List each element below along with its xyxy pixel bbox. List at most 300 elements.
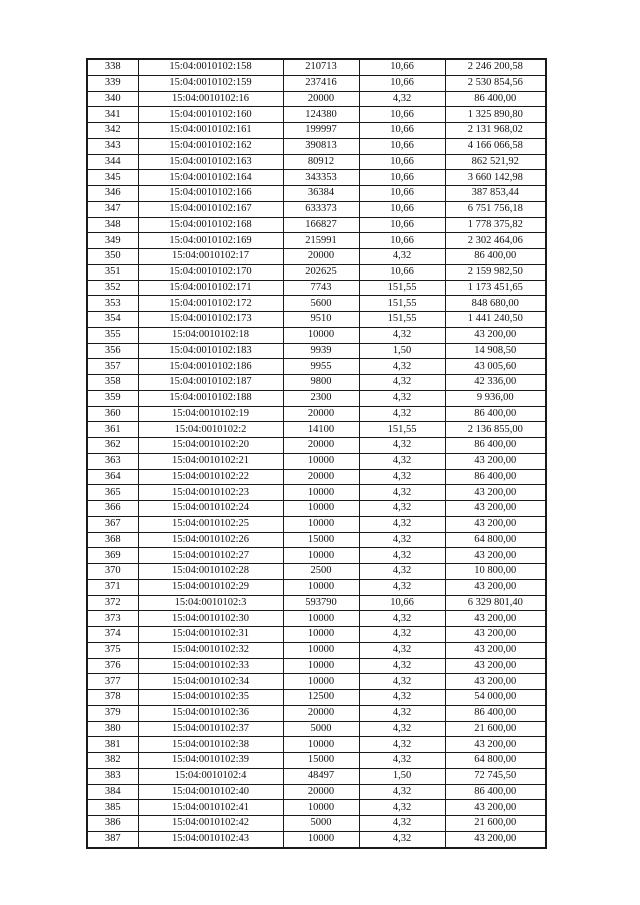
table-row — [87, 406, 546, 422]
value-cell: 86 400,00 — [445, 249, 546, 265]
table-row — [87, 469, 546, 485]
table-row — [87, 753, 546, 769]
value-cell: 86 400,00 — [445, 705, 546, 721]
rate-cell: 4,32 — [359, 469, 445, 485]
table-row — [87, 831, 546, 847]
value-cell: 2 136 855,00 — [445, 422, 546, 438]
row-number-cell: 343 — [87, 138, 138, 154]
table-row — [87, 327, 546, 343]
table-row — [87, 658, 546, 674]
rate-cell: 10,66 — [359, 107, 445, 123]
area-cell: 343353 — [283, 170, 359, 186]
cadastral-number-cell: 15:04:0010102:41 — [138, 800, 283, 816]
table-row — [87, 264, 546, 280]
rate-cell: 4,32 — [359, 249, 445, 265]
cadastral-number-cell: 15:04:0010102:31 — [138, 627, 283, 643]
value-cell: 43 200,00 — [445, 548, 546, 564]
area-cell: 9800 — [283, 375, 359, 391]
rate-cell: 4,32 — [359, 390, 445, 406]
cadastral-number-cell: 15:04:0010102:24 — [138, 501, 283, 517]
table-row — [87, 390, 546, 406]
area-cell: 20000 — [283, 784, 359, 800]
area-cell: 9939 — [283, 343, 359, 359]
rate-cell: 10,66 — [359, 59, 445, 75]
rate-cell: 4,32 — [359, 690, 445, 706]
cadastral-number-cell: 15:04:0010102:171 — [138, 280, 283, 296]
cadastral-number-cell: 15:04:0010102:187 — [138, 375, 283, 391]
area-cell: 7743 — [283, 280, 359, 296]
area-cell: 20000 — [283, 91, 359, 107]
row-number-cell: 363 — [87, 453, 138, 469]
row-number-cell: 357 — [87, 359, 138, 375]
cadastral-number-cell: 15:04:0010102:27 — [138, 548, 283, 564]
cadastral-number-cell: 15:04:0010102:160 — [138, 107, 283, 123]
cadastral-number-cell: 15:04:0010102:173 — [138, 312, 283, 328]
area-cell: 2500 — [283, 564, 359, 580]
rate-cell: 4,32 — [359, 548, 445, 564]
area-cell: 15000 — [283, 532, 359, 548]
row-number-cell: 372 — [87, 595, 138, 611]
row-number-cell: 378 — [87, 690, 138, 706]
cadastral-number-cell: 15:04:0010102:4 — [138, 768, 283, 784]
row-number-cell: 380 — [87, 721, 138, 737]
rate-cell: 4,32 — [359, 800, 445, 816]
value-cell: 2 131 968,02 — [445, 123, 546, 139]
area-cell: 237416 — [283, 75, 359, 91]
cadastral-number-cell: 15:04:0010102:23 — [138, 485, 283, 501]
value-cell: 14 908,50 — [445, 343, 546, 359]
rate-cell: 4,32 — [359, 642, 445, 658]
area-cell: 9955 — [283, 359, 359, 375]
cadastral-number-cell: 15:04:0010102:33 — [138, 658, 283, 674]
value-cell: 1 173 451,65 — [445, 280, 546, 296]
area-cell: 166827 — [283, 217, 359, 233]
row-number-cell: 340 — [87, 91, 138, 107]
table-row — [87, 249, 546, 265]
cadastral-number-cell: 15:04:0010102:25 — [138, 516, 283, 532]
value-cell: 64 800,00 — [445, 532, 546, 548]
value-cell: 6 329 801,40 — [445, 595, 546, 611]
row-number-cell: 358 — [87, 375, 138, 391]
value-cell: 2 530 854,56 — [445, 75, 546, 91]
area-cell: 202625 — [283, 264, 359, 280]
rate-cell: 1,50 — [359, 768, 445, 784]
cadastral-number-cell: 15:04:0010102:16 — [138, 91, 283, 107]
rate-cell: 4,32 — [359, 453, 445, 469]
cadastral-number-cell: 15:04:0010102:30 — [138, 611, 283, 627]
rate-cell: 4,32 — [359, 705, 445, 721]
value-cell: 86 400,00 — [445, 91, 546, 107]
value-cell: 3 660 142,98 — [445, 170, 546, 186]
cadastral-number-cell: 15:04:0010102:42 — [138, 816, 283, 832]
cadastral-number-cell: 15:04:0010102:39 — [138, 753, 283, 769]
table-row — [87, 784, 546, 800]
area-cell: 36384 — [283, 186, 359, 202]
cadastral-number-cell: 15:04:0010102:159 — [138, 75, 283, 91]
rate-cell: 4,32 — [359, 359, 445, 375]
table-row — [87, 705, 546, 721]
cadastral-number-cell: 15:04:0010102:19 — [138, 406, 283, 422]
row-number-cell: 376 — [87, 658, 138, 674]
row-number-cell: 346 — [87, 186, 138, 202]
row-number-cell: 347 — [87, 201, 138, 217]
area-cell: 5000 — [283, 816, 359, 832]
value-cell: 43 200,00 — [445, 485, 546, 501]
area-cell: 10000 — [283, 658, 359, 674]
cadastral-number-cell: 15:04:0010102:22 — [138, 469, 283, 485]
rate-cell: 10,66 — [359, 123, 445, 139]
value-cell: 86 400,00 — [445, 469, 546, 485]
table-row — [87, 516, 546, 532]
value-cell: 862 521,92 — [445, 154, 546, 170]
row-number-cell: 351 — [87, 264, 138, 280]
area-cell: 215991 — [283, 233, 359, 249]
cadastral-number-cell: 15:04:0010102:188 — [138, 390, 283, 406]
cadastral-number-cell: 15:04:0010102:166 — [138, 186, 283, 202]
value-cell: 43 200,00 — [445, 611, 546, 627]
table-row — [87, 107, 546, 123]
row-number-cell: 369 — [87, 548, 138, 564]
rate-cell: 4,32 — [359, 611, 445, 627]
row-number-cell: 370 — [87, 564, 138, 580]
rate-cell: 151,55 — [359, 296, 445, 312]
value-cell: 43 200,00 — [445, 516, 546, 532]
row-number-cell: 367 — [87, 516, 138, 532]
value-cell: 10 800,00 — [445, 564, 546, 580]
value-cell: 54 000,00 — [445, 690, 546, 706]
rate-cell: 4,32 — [359, 658, 445, 674]
row-number-cell: 359 — [87, 390, 138, 406]
area-cell: 10000 — [283, 800, 359, 816]
table-row — [87, 170, 546, 186]
cadastral-number-cell: 15:04:0010102:32 — [138, 642, 283, 658]
area-cell: 390813 — [283, 138, 359, 154]
cadastral-number-cell: 15:04:0010102:169 — [138, 233, 283, 249]
rate-cell: 4,32 — [359, 579, 445, 595]
rate-cell: 4,32 — [359, 485, 445, 501]
row-number-cell: 361 — [87, 422, 138, 438]
rate-cell: 4,32 — [359, 674, 445, 690]
value-cell: 64 800,00 — [445, 753, 546, 769]
cadastral-number-cell: 15:04:0010102:26 — [138, 532, 283, 548]
area-cell: 10000 — [283, 737, 359, 753]
cadastral-number-cell: 15:04:0010102:183 — [138, 343, 283, 359]
area-cell: 10000 — [283, 579, 359, 595]
table-row — [87, 91, 546, 107]
row-number-cell: 360 — [87, 406, 138, 422]
cadastral-number-cell: 15:04:0010102:18 — [138, 327, 283, 343]
table-row — [87, 233, 546, 249]
row-number-cell: 338 — [87, 59, 138, 75]
row-number-cell: 355 — [87, 327, 138, 343]
table-row — [87, 737, 546, 753]
row-number-cell: 341 — [87, 107, 138, 123]
area-cell: 2300 — [283, 390, 359, 406]
rate-cell: 4,32 — [359, 438, 445, 454]
table-row — [87, 343, 546, 359]
value-cell: 2 159 982,50 — [445, 264, 546, 280]
rate-cell: 10,66 — [359, 170, 445, 186]
area-cell: 10000 — [283, 642, 359, 658]
cadastral-number-cell: 15:04:0010102:170 — [138, 264, 283, 280]
table-row — [87, 186, 546, 202]
value-cell: 43 200,00 — [445, 327, 546, 343]
rate-cell: 10,66 — [359, 138, 445, 154]
table-row — [87, 375, 546, 391]
value-cell: 1 778 375,82 — [445, 217, 546, 233]
table-row — [87, 123, 546, 139]
value-cell: 43 200,00 — [445, 453, 546, 469]
row-number-cell: 354 — [87, 312, 138, 328]
value-cell: 1 441 240,50 — [445, 312, 546, 328]
cadastral-number-cell: 15:04:0010102:164 — [138, 170, 283, 186]
row-number-cell: 362 — [87, 438, 138, 454]
value-cell: 6 751 756,18 — [445, 201, 546, 217]
area-cell: 10000 — [283, 627, 359, 643]
table-row — [87, 75, 546, 91]
value-cell: 2 302 464,06 — [445, 233, 546, 249]
rate-cell: 4,32 — [359, 753, 445, 769]
value-cell: 43 200,00 — [445, 579, 546, 595]
rate-cell: 10,66 — [359, 217, 445, 233]
area-cell: 20000 — [283, 438, 359, 454]
rate-cell: 10,66 — [359, 154, 445, 170]
cadastral-number-cell: 15:04:0010102:35 — [138, 690, 283, 706]
rate-cell: 10,66 — [359, 75, 445, 91]
table-row — [87, 296, 546, 312]
rate-cell: 4,32 — [359, 816, 445, 832]
row-number-cell: 344 — [87, 154, 138, 170]
row-number-cell: 353 — [87, 296, 138, 312]
area-cell: 20000 — [283, 406, 359, 422]
value-cell: 43 200,00 — [445, 658, 546, 674]
rate-cell: 10,66 — [359, 186, 445, 202]
row-number-cell: 383 — [87, 768, 138, 784]
table-row — [87, 312, 546, 328]
rate-cell: 4,32 — [359, 831, 445, 847]
value-cell: 43 200,00 — [445, 627, 546, 643]
rate-cell: 4,32 — [359, 516, 445, 532]
value-cell: 43 200,00 — [445, 800, 546, 816]
rate-cell: 4,32 — [359, 501, 445, 517]
cadastral-number-cell: 15:04:0010102:163 — [138, 154, 283, 170]
value-cell: 43 200,00 — [445, 737, 546, 753]
table-row — [87, 721, 546, 737]
row-number-cell: 342 — [87, 123, 138, 139]
rate-cell: 4,32 — [359, 721, 445, 737]
row-number-cell: 385 — [87, 800, 138, 816]
table-row — [87, 800, 546, 816]
value-cell: 43 005,60 — [445, 359, 546, 375]
area-cell: 10000 — [283, 501, 359, 517]
area-cell: 10000 — [283, 831, 359, 847]
area-cell: 20000 — [283, 705, 359, 721]
table-body — [87, 59, 546, 848]
table-row — [87, 532, 546, 548]
rate-cell: 151,55 — [359, 280, 445, 296]
value-cell: 86 400,00 — [445, 438, 546, 454]
value-cell: 43 200,00 — [445, 642, 546, 658]
cadastral-number-cell: 15:04:0010102:186 — [138, 359, 283, 375]
row-number-cell: 352 — [87, 280, 138, 296]
area-cell: 48497 — [283, 768, 359, 784]
row-number-cell: 368 — [87, 532, 138, 548]
cadastral-number-cell: 15:04:0010102:21 — [138, 453, 283, 469]
row-number-cell: 349 — [87, 233, 138, 249]
row-number-cell: 345 — [87, 170, 138, 186]
value-cell: 86 400,00 — [445, 784, 546, 800]
row-number-cell: 384 — [87, 784, 138, 800]
value-cell: 43 200,00 — [445, 501, 546, 517]
table-row — [87, 453, 546, 469]
rate-cell: 4,32 — [359, 784, 445, 800]
cadastral-number-cell: 15:04:0010102:40 — [138, 784, 283, 800]
table-row — [87, 768, 546, 784]
value-cell: 1 325 890,80 — [445, 107, 546, 123]
row-number-cell: 339 — [87, 75, 138, 91]
cadastral-number-cell: 15:04:0010102:17 — [138, 249, 283, 265]
table-row — [87, 611, 546, 627]
rate-cell: 4,32 — [359, 375, 445, 391]
area-cell: 20000 — [283, 469, 359, 485]
row-number-cell: 366 — [87, 501, 138, 517]
cadastral-number-cell: 15:04:0010102:36 — [138, 705, 283, 721]
rate-cell: 4,32 — [359, 532, 445, 548]
cadastral-number-cell: 15:04:0010102:168 — [138, 217, 283, 233]
row-number-cell: 386 — [87, 816, 138, 832]
table-row — [87, 642, 546, 658]
area-cell: 199997 — [283, 123, 359, 139]
cadastral-value-table — [86, 58, 547, 849]
cadastral-number-cell: 15:04:0010102:20 — [138, 438, 283, 454]
table-row — [87, 217, 546, 233]
rate-cell: 4,32 — [359, 564, 445, 580]
cadastral-number-cell: 15:04:0010102:172 — [138, 296, 283, 312]
rate-cell: 151,55 — [359, 422, 445, 438]
cadastral-number-cell: 15:04:0010102:167 — [138, 201, 283, 217]
table-row — [87, 501, 546, 517]
cadastral-number-cell: 15:04:0010102:3 — [138, 595, 283, 611]
rate-cell: 10,66 — [359, 233, 445, 249]
table-row — [87, 359, 546, 375]
cadastral-number-cell: 15:04:0010102:158 — [138, 59, 283, 75]
value-cell: 72 745,50 — [445, 768, 546, 784]
row-number-cell: 373 — [87, 611, 138, 627]
table-row — [87, 579, 546, 595]
area-cell: 10000 — [283, 674, 359, 690]
value-cell: 43 200,00 — [445, 831, 546, 847]
row-number-cell: 356 — [87, 343, 138, 359]
table-row — [87, 59, 546, 75]
row-number-cell: 382 — [87, 753, 138, 769]
row-number-cell: 374 — [87, 627, 138, 643]
value-cell: 86 400,00 — [445, 406, 546, 422]
area-cell: 593790 — [283, 595, 359, 611]
row-number-cell: 371 — [87, 579, 138, 595]
area-cell: 5600 — [283, 296, 359, 312]
cadastral-number-cell: 15:04:0010102:34 — [138, 674, 283, 690]
row-number-cell: 350 — [87, 249, 138, 265]
value-cell: 4 166 066,58 — [445, 138, 546, 154]
cadastral-number-cell: 15:04:0010102:161 — [138, 123, 283, 139]
row-number-cell: 375 — [87, 642, 138, 658]
table-row — [87, 548, 546, 564]
area-cell: 5000 — [283, 721, 359, 737]
value-cell: 9 936,00 — [445, 390, 546, 406]
area-cell: 10000 — [283, 485, 359, 501]
row-number-cell: 381 — [87, 737, 138, 753]
area-cell: 9510 — [283, 312, 359, 328]
cadastral-number-cell: 15:04:0010102:38 — [138, 737, 283, 753]
rate-cell: 1,50 — [359, 343, 445, 359]
row-number-cell: 379 — [87, 705, 138, 721]
cadastral-number-cell: 15:04:0010102:43 — [138, 831, 283, 847]
area-cell: 124380 — [283, 107, 359, 123]
table-row — [87, 280, 546, 296]
row-number-cell: 377 — [87, 674, 138, 690]
cadastral-number-cell: 15:04:0010102:162 — [138, 138, 283, 154]
value-cell: 42 336,00 — [445, 375, 546, 391]
area-cell: 80912 — [283, 154, 359, 170]
area-cell: 210713 — [283, 59, 359, 75]
cadastral-number-cell: 15:04:0010102:28 — [138, 564, 283, 580]
row-number-cell: 365 — [87, 485, 138, 501]
table-row — [87, 438, 546, 454]
rate-cell: 10,66 — [359, 264, 445, 280]
area-cell: 633373 — [283, 201, 359, 217]
cadastral-number-cell: 15:04:0010102:29 — [138, 579, 283, 595]
table-row — [87, 485, 546, 501]
table-row — [87, 138, 546, 154]
row-number-cell: 348 — [87, 217, 138, 233]
area-cell: 10000 — [283, 548, 359, 564]
rate-cell: 4,32 — [359, 737, 445, 753]
area-cell: 10000 — [283, 327, 359, 343]
area-cell: 10000 — [283, 516, 359, 532]
value-cell: 21 600,00 — [445, 721, 546, 737]
area-cell: 10000 — [283, 611, 359, 627]
rate-cell: 4,32 — [359, 627, 445, 643]
value-cell: 387 853,44 — [445, 186, 546, 202]
area-cell: 20000 — [283, 249, 359, 265]
area-cell: 14100 — [283, 422, 359, 438]
row-number-cell: 387 — [87, 831, 138, 847]
table-row — [87, 627, 546, 643]
rate-cell: 151,55 — [359, 312, 445, 328]
table-row — [87, 690, 546, 706]
rate-cell: 4,32 — [359, 327, 445, 343]
area-cell: 15000 — [283, 753, 359, 769]
table-row — [87, 154, 546, 170]
area-cell: 12500 — [283, 690, 359, 706]
value-cell: 21 600,00 — [445, 816, 546, 832]
rate-cell: 4,32 — [359, 91, 445, 107]
table-row — [87, 674, 546, 690]
table-row — [87, 564, 546, 580]
area-cell: 10000 — [283, 453, 359, 469]
value-cell: 848 680,00 — [445, 296, 546, 312]
cadastral-number-cell: 15:04:0010102:2 — [138, 422, 283, 438]
cadastral-number-cell: 15:04:0010102:37 — [138, 721, 283, 737]
table-row — [87, 422, 546, 438]
rate-cell: 4,32 — [359, 406, 445, 422]
table-row — [87, 816, 546, 832]
rate-cell: 10,66 — [359, 595, 445, 611]
table-row — [87, 595, 546, 611]
value-cell: 2 246 200,58 — [445, 59, 546, 75]
rate-cell: 10,66 — [359, 201, 445, 217]
value-cell: 43 200,00 — [445, 674, 546, 690]
